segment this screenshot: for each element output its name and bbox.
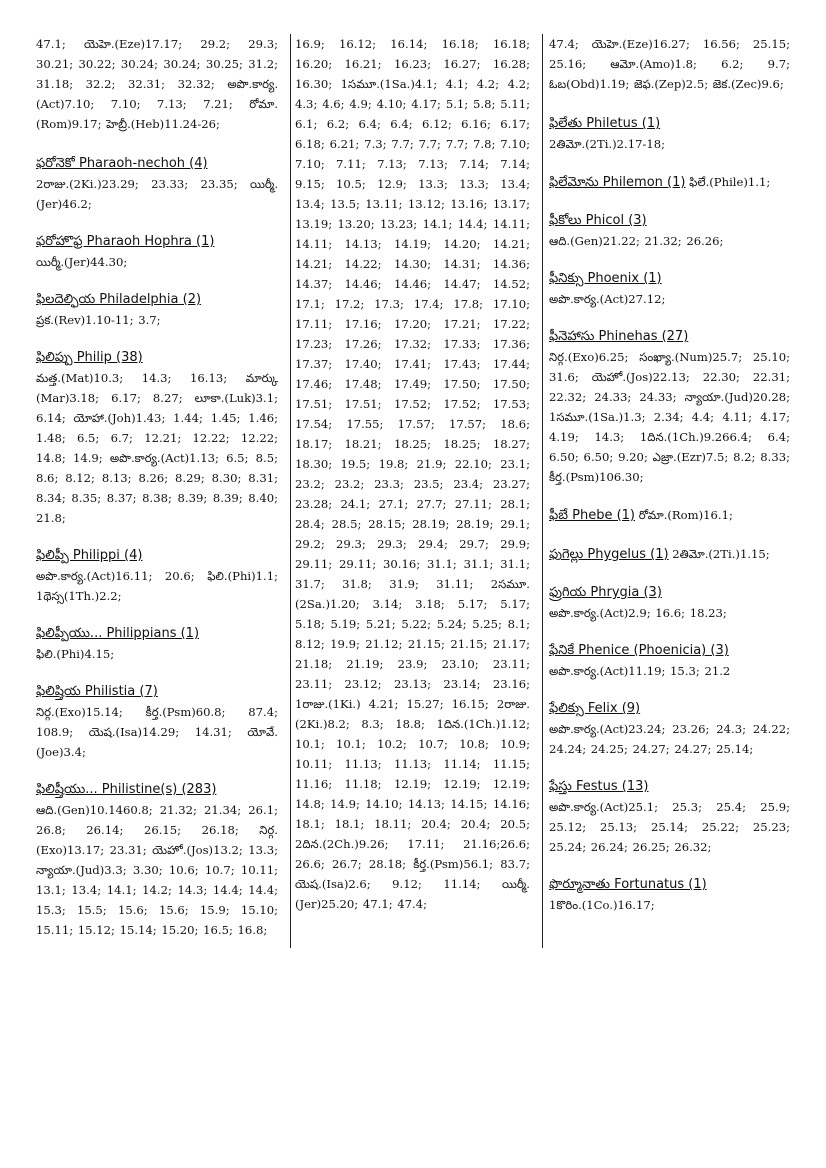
entry-heading: ఫేస్తు Festus (13) [549, 779, 649, 794]
index-entry [36, 232, 278, 272]
entry-line [549, 505, 790, 526]
entry-references: 2రాజు.(2Ki.)23.29; 23.33; 23.35; యిర్మీ.(Jer)46.2; [36, 177, 278, 211]
index-entry [36, 154, 278, 214]
index-entry [36, 290, 278, 330]
index-entry [549, 583, 790, 623]
entry-references: 1కొరిం.(1Co.)16.17; [549, 898, 655, 912]
index-entry [549, 211, 790, 251]
entry-references: 47.4; యెహె.(Eze)16.27; 16.56; 25.15; 25.16; ఆమో.(Amo)1.8; 6.2; 9.7; ఓబ(Obd)1.19; జెఫ.(Zep)2.5; జెక.(Zec)9.6; [549, 37, 790, 91]
entry-heading: ఫరోహొఫ్ర Pharaoh Hophra (1) [36, 234, 215, 249]
entry-references: రోమా.(Rom)16.1; [638, 508, 733, 522]
index-entry [36, 624, 278, 664]
index-entry [549, 114, 790, 154]
index-entry [549, 269, 790, 309]
entry-heading: ఫేనికే Phenice (Phoenicia) (3) [549, 643, 729, 658]
index-entry [549, 641, 790, 681]
index-page [36, 34, 790, 948]
entry-references: 2తిమో.(2Ti.)2.17-18; [549, 137, 666, 151]
entry-references: నిర్గ.(Exo)15.14; కీర్త.(Psm)60.8; 87.4; 108.9; యెష.(Isa)14.29; 14.31; యోవే.(Joe)3.4; [36, 705, 278, 759]
index-entry [549, 777, 790, 857]
entry-references: అపొ.కార్య.(Act)25.1; 25.3; 25.4; 25.9; 25.12; 25.13; 25.14; 25.22; 25.23; 25.24; 26.24; 26.25; 26.32; [549, 800, 790, 854]
entry-references: మత్త.(Mat)10.3; 14.3; 16.13; మార్కు (Mar)3.18; 6.17; 8.27; లూకా.(Luk)3.1; 6.14; యోహా.(Joh)1.43; 1.44; 1.45; 1.46; 1.48; 6.5; 6.7; 12.21; 12.22; 12.22; 14.8; 14.9; అపొ.కార్య.(Act)1.13; 6.5; 8.5; 8.6; 8.12; 8.13; 8.26; 8.29; 8.30; 8.31; 8.34; 8.35; 8.37; 8.38; 8.39; 8.39; 8.40; 21.8; [36, 371, 278, 525]
entry-line [549, 172, 790, 193]
entry-heading: ఫొర్మూనాతు Fortunatus (1) [549, 877, 707, 892]
entry-references: 2తిమో.(2Ti.)1.15; [672, 547, 770, 561]
entry-heading: ఫీనిక్సు Phoenix (1) [549, 271, 662, 286]
entry-references: అపొ.కార్య.(Act)23.24; 23.26; 24.3; 24.22; 24.24; 24.25; 24.27; 24.27; 25.14; [549, 722, 790, 756]
entry-heading: ఫీకోలు Phicol (3) [549, 213, 647, 228]
entry-references: ఫిలి.(Phi)4.15; [36, 647, 115, 661]
column-2 [290, 34, 534, 948]
entry-heading: ఫిలదెల్ఫియ Philadelphia (2) [36, 292, 202, 307]
column-3 [542, 34, 790, 948]
entry-references: అపొ.కార్య.(Act)16.11; 20.6; ఫిలి.(Phi)1.1; 1థెస్స(1Th.)2.2; [36, 569, 278, 603]
entry-references: అపొ.కార్య.(Act)2.9; 16.6; 18.23; [549, 606, 727, 620]
entry-references: ఫిలే.(Phile)1.1; [689, 175, 771, 189]
entry-heading: ఫేలిక్సు Felix (9) [549, 701, 641, 716]
entry-references: 47.1; యెహె.(Eze)17.17; 29.2; 29.3; 30.21; 30.22; 30.24; 30.24; 30.25; 31.2; 31.18; 32.2; 32.31; 32.32; అపొ.కార్య.(Act)7.10; 7.10; 7.13; 7.21; రోమా.(Rom)9.17; హెబ్రీ.(Heb)11.24-26; [36, 37, 278, 131]
entry-references: నిర్గ.(Exo)6.25; సంఖ్యా.(Num)25.7; 25.10; 31.6; యెహో.(Jos)22.13; 22.30; 22.31; 22.32; 24.33; 24.33; న్యాయా.(Jud)20.28; 1సమూ.(1Sa.)1.3; 2.34; 4.4; 4.11; 4.17; 4.19; 14.3; 1దిన.(1Ch.)9.266.4; 6.4; 6.50; 6.50; 9.20; ఎజ్రా.(Ezr)7.5; 8.2; 8.33; కీర్త.(Psm)106.30; [549, 350, 790, 484]
entry-heading: ఫిలేమోను Philemon (1) [549, 175, 686, 190]
entry-heading: ఫీబే Phebe (1) [549, 508, 635, 523]
entry-references: ఆది.(Gen)10.1460.8; 21.32; 21.34; 26.1; 26.8; 26.14; 26.15; 26.18; నిర్గ.(Exo)13.17; 23.31; యెహో.(Jos)13.2; 13.3; న్యాయా.(Jud)3.3; 3.30; 10.6; 10.7; 10.11; 13.1; 13.4; 14.1; 14.2; 14.3; 14.4; 14.4; 15.3; 15.5; 15.6; 15.6; 15.9; 15.10; 15.11; 15.12; 15.14; 15.20; 16.5; 16.8; [36, 803, 278, 937]
entry-heading: ఫుగెల్లు Phygelus (1) [549, 547, 669, 562]
entry-line [549, 544, 790, 565]
index-entry [549, 699, 790, 759]
entry-references: ప్రక.(Rev)1.10-11; 3.7; [36, 313, 161, 327]
entry-references: అపొ.కార్య.(Act)27.12; [549, 292, 666, 306]
index-entry [549, 544, 790, 565]
entry-heading: ఫిలేతు Philetus (1) [549, 116, 661, 131]
index-entry [36, 348, 278, 528]
index-entry [549, 505, 790, 526]
index-entry [36, 780, 278, 940]
entry-heading: ఫిలిప్పు Philip (38) [36, 350, 143, 365]
index-entry [549, 327, 790, 487]
entry-references: 16.9; 16.12; 16.14; 16.18; 16.18; 16.20; 16.21; 16.23; 16.27; 16.28; 16.30; 1సమూ.(1Sa.)4.1; 4.1; 4.2; 4.2; 4.3; 4.6; 4.9; 4.10; 4.17; 5.1; 5.8; 5.11; 6.1; 6.2; 6.4; 6.4; 6.12; 6.16; 6.17; 6.18; 6.21; 7.3; 7.7; 7.7; 7.7; 7.8; 7.10; 7.10; 7.11; 7.13; 7.13; 7.14; 7.14; 9.15; 10.5; 12.9; 13.3; 13.3; 13.4; 13.4; 13.5; 13.11; 13.12; 13.16; 13.17; 13.19; 13.20; 13.23; 14.1; 14.4; 14.11; 14.11; 14.13; 14.19; 14.20; 14.21; 14.21; 14.22; 14.30; 14.31; 14.36; 14.37; 14.46; 14.46; 14.47; 14.52; 17.1; 17.2; 17.3; 17.4; 17.8; 17.10; 17.11; 17.16; 17.20; 17.21; 17.22; 17.23; 17.26; 17.32; 17.33; 17.36; 17.37; 17.40; 17.41; 17.43; 17.44; 17.46; 17.48; 17.49; 17.50; 17.50; 17.51; 17.51; 17.52; 17.52; 17.53; 17.54; 17.55; 17.57; 17.57; 18.6; 18.17; 18.21; 18.25; 18.25; 18.27; 18.30; 19.5; 19.8; 21.9; 22.10; 23.1; 23.2; 23.2; 23.3; 23.5; 23.4; 23.27; 23.28; 24.1; 27.1; 27.7; 27.11; 28.1; 28.4; 28.5; 28.15; 28.19; 28.19; 29.1; 29.2; 29.3; 29.3; 29.4; 29.7; 29.9; 29.11; 29.11; 30.16; 31.1; 31.1; 31.1; 31.7; 31.8; 31.9; 31.11; 2సమూ.(2Sa.)1.20; 3.14; 3.18; 5.17; 5.17; 5.18; 5.19; 5.21; 5.22; 5.24; 5.25; 8.1; 8.12; 19.9; 21.12; 21.15; 21.15; 21.17; 21.18; 21.19; 23.9; 23.10; 23.11; 23.11; 23.12; 23.13; 23.14; 23.16; 1రాజు.(1Ki.) 4.21; 15.27; 16.15; 2రాజు.(2Ki.)8.2; 8.3; 18.8; 1దిన.(1Ch.)1.12; 10.1; 10.1; 10.2; 10.7; 10.8; 10.9; 10.11; 11.13; 11.13; 11.14; 11.15; 11.16; 11.18; 12.19; 12.19; 12.19; 14.8; 14.9; 14.10; 14.13; 14.15; 14.16; 18.1; 18.1; 18.11; 20.4; 20.4; 20.5; 2దిన.(2Ch.)9.26; 17.11; 21.16;26.6; 26.6; 26.7; 28.18; కీర్త.(Psm)56.1; 83.7; యెష.(Isa)2.6; 9.12; 11.14; యిర్మీ.(Jer)25.20; 47.1; 47.4; [295, 37, 530, 911]
entry-heading: ఫిలిప్పీయు... Philippians (1) [36, 626, 200, 641]
index-entry-continuation [36, 34, 278, 134]
entry-heading: ఫ్రుగియ Phrygia (3) [549, 585, 662, 600]
entry-heading: ఫరోనెకో Pharaoh-nechoh (4) [36, 156, 208, 171]
index-entry-continuation [549, 34, 790, 94]
entry-heading: ఫిలిష్తియ Philistia (7) [36, 684, 158, 699]
index-entry [36, 682, 278, 762]
entry-references: అపొ.కార్య.(Act)11.19; 15.3; 21.2 [549, 664, 731, 678]
index-entry-continuation [295, 34, 530, 914]
entry-references: ఆది.(Gen)21.22; 21.32; 26.26; [549, 234, 724, 248]
index-entry [549, 172, 790, 193]
entry-heading: ఫిలిష్తీయు... Philistine(s) (283) [36, 782, 217, 797]
index-entry [36, 546, 278, 606]
entry-heading: ఫిలిప్పీ Philippi (4) [36, 548, 143, 563]
entry-references: యిర్మీ.(Jer)44.30; [36, 255, 128, 269]
index-entry [549, 875, 790, 915]
column-1 [36, 34, 282, 948]
entry-heading: ఫీనెహాసు Phinehas (27) [549, 329, 689, 344]
